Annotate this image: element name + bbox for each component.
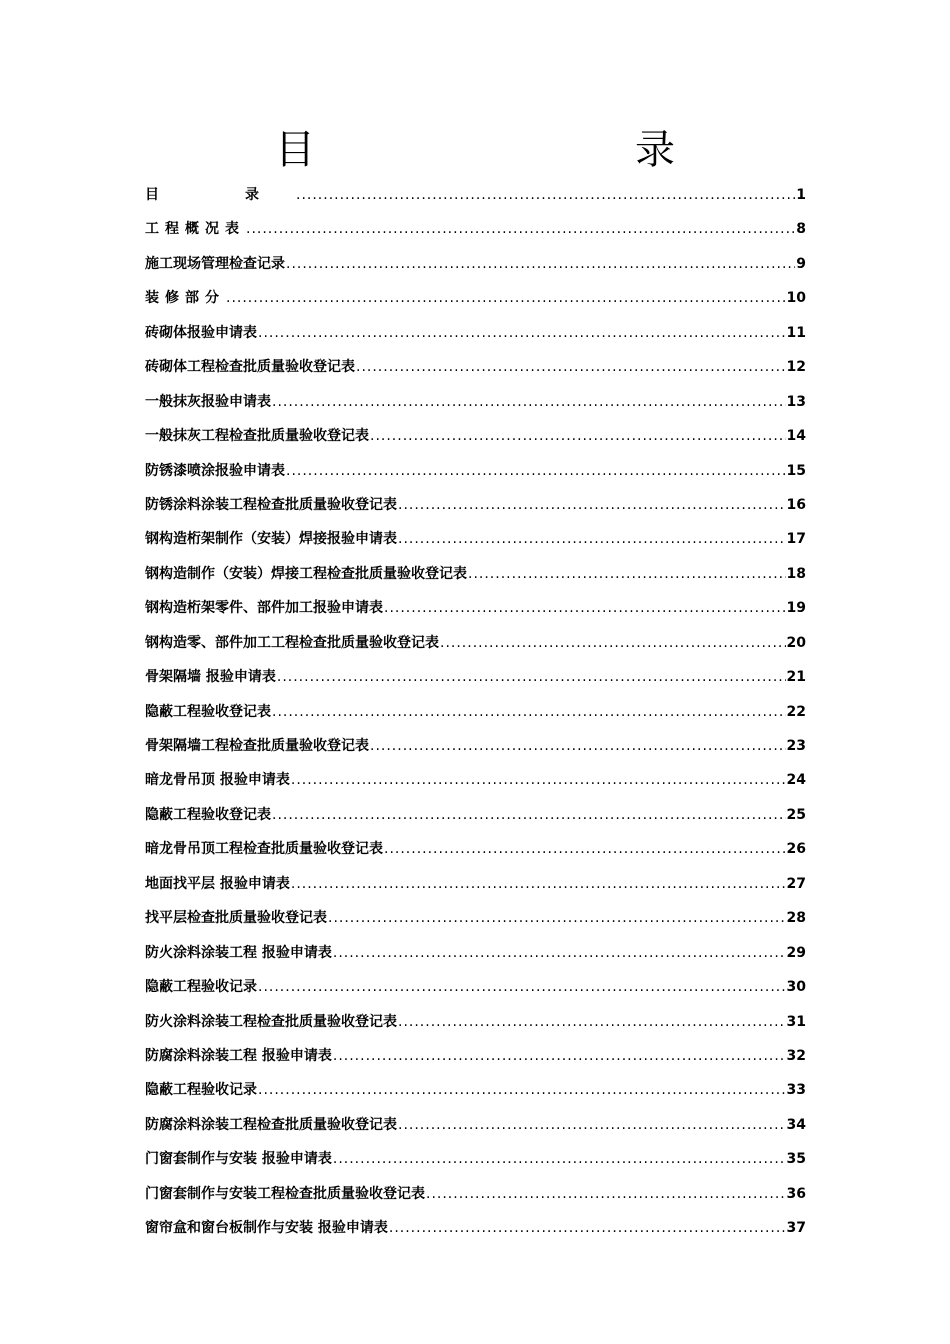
toc-entry-page-number: 20 xyxy=(786,634,806,651)
toc-entry-page-number: 24 xyxy=(786,772,806,789)
toc-entry[interactable] xyxy=(145,557,806,591)
toc-entry-label: 一般抹灰报验申请表 xyxy=(145,393,271,410)
toc-dot-leader xyxy=(370,729,786,763)
toc-dot-leader xyxy=(370,419,786,453)
toc-entry-page-number: 13 xyxy=(786,393,806,410)
toc-entry[interactable] xyxy=(145,936,806,970)
toc-entry-label: 防腐涂料涂装工程检查批质量验收登记表 xyxy=(145,1116,397,1133)
toc-dot-leader xyxy=(333,936,786,970)
toc-dot-leader xyxy=(398,1005,786,1039)
toc-entry[interactable] xyxy=(145,178,806,212)
toc-entry-page-number: 18 xyxy=(786,565,806,582)
toc-dot-leader xyxy=(384,832,786,866)
toc-entry-page-number: 12 xyxy=(786,359,806,376)
toc-entry-page-number: 1 xyxy=(796,187,806,203)
toc-entry-label: 骨架隔墙 报验申请表 xyxy=(145,669,276,686)
toc-entry-page-number: 22 xyxy=(786,703,806,720)
toc-entry-label: 工程概况表 xyxy=(145,221,245,238)
toc-entry-page-number: 37 xyxy=(786,1220,806,1237)
toc-entry[interactable] xyxy=(145,798,806,832)
toc-entry-label: 找平层检查批质量验收登记表 xyxy=(145,910,327,927)
toc-entry-label: 砖砌体工程检查批质量验收登记表 xyxy=(145,359,355,376)
toc-entry-page-number: 16 xyxy=(786,496,806,513)
toc-entry-label: 钢构造桁架制作（安装）焊接报验申请表 xyxy=(145,531,397,548)
toc-entry[interactable] xyxy=(145,626,806,660)
table-of-contents xyxy=(145,178,806,1246)
toc-entry[interactable] xyxy=(145,385,806,419)
toc-dot-leader xyxy=(277,660,786,694)
toc-dot-leader xyxy=(296,178,795,212)
toc-dot-leader xyxy=(333,1142,786,1176)
toc-entry[interactable] xyxy=(145,763,806,797)
toc-entry[interactable] xyxy=(145,901,806,935)
toc-entry-label: 门窗套制作与安装工程检查批质量验收登记表 xyxy=(145,1185,425,1202)
toc-entry-page-number: 14 xyxy=(786,428,806,445)
toc-entry[interactable] xyxy=(145,454,806,488)
toc-entry-label: 骨架隔墙工程检查批质量验收登记表 xyxy=(145,738,369,754)
page-title: 目 录 xyxy=(275,127,755,173)
toc-entry-label: 防锈涂料涂装工程检查批质量验收登记表 xyxy=(145,496,397,513)
toc-entry[interactable] xyxy=(145,1177,806,1211)
toc-entry[interactable] xyxy=(145,970,806,1004)
toc-entry-label: 砖砌体报验申请表 xyxy=(145,324,257,341)
toc-entry-page-number: 27 xyxy=(786,875,806,892)
toc-dot-leader xyxy=(398,1108,786,1142)
toc-dot-leader xyxy=(291,867,786,901)
toc-entry-label: 暗龙骨吊顶工程检查批质量验收登记表 xyxy=(145,841,383,858)
toc-entry-label: 隐蔽工程验收记录 xyxy=(145,1082,257,1099)
toc-entry[interactable] xyxy=(145,212,806,246)
toc-entry-page-number: 28 xyxy=(786,910,806,927)
toc-entry-page-number: 29 xyxy=(786,944,806,961)
toc-dot-leader xyxy=(286,247,795,281)
toc-dot-leader xyxy=(226,281,786,315)
toc-entry[interactable] xyxy=(145,1211,806,1245)
toc-dot-leader xyxy=(333,1039,786,1073)
toc-entry-label: 隐蔽工程验收登记表 xyxy=(145,806,271,823)
toc-dot-leader xyxy=(272,695,786,729)
toc-entry[interactable] xyxy=(145,1039,806,1073)
toc-entry-label: 钢构造桁架零件、部件加工报验申请表 xyxy=(145,600,383,617)
toc-entry-label: 钢构造零、部件加工工程检查批质量验收登记表 xyxy=(145,634,439,651)
toc-entry-page-number: 19 xyxy=(786,600,806,617)
toc-entry[interactable] xyxy=(145,1108,806,1142)
toc-entry[interactable] xyxy=(145,729,806,763)
toc-entry-page-number: 26 xyxy=(786,841,806,858)
toc-dot-leader xyxy=(258,970,786,1004)
toc-entry-label: 装修部分 xyxy=(145,290,225,307)
toc-dot-leader xyxy=(258,316,786,350)
toc-entry-label: 暗龙骨吊顶 报验申请表 xyxy=(145,772,290,789)
toc-dot-leader xyxy=(272,798,786,832)
toc-entry[interactable] xyxy=(145,832,806,866)
toc-entry[interactable] xyxy=(145,316,806,350)
toc-entry[interactable] xyxy=(145,419,806,453)
toc-entry[interactable] xyxy=(145,695,806,729)
toc-entry-label: 防锈漆喷涂报验申请表 xyxy=(145,462,285,479)
toc-entry-label: 地面找平层 报验申请表 xyxy=(145,875,290,892)
toc-entry[interactable] xyxy=(145,1073,806,1107)
toc-dot-leader xyxy=(468,557,786,591)
toc-entry-label: 隐蔽工程验收登记表 xyxy=(145,703,271,720)
toc-dot-leader xyxy=(246,212,795,246)
toc-entry-page-number: 17 xyxy=(786,531,806,548)
toc-entry-label: 防腐涂料涂装工程 报验申请表 xyxy=(145,1047,332,1064)
toc-entry-label: 窗帘盒和窗台板制作与安装 报验申请表 xyxy=(145,1220,388,1237)
toc-entry-label: 钢构造制作（安装）焊接工程检查批质量验收登记表 xyxy=(145,565,467,582)
toc-dot-leader xyxy=(291,763,786,797)
toc-dot-leader xyxy=(440,626,786,660)
toc-entry-page-number: 32 xyxy=(786,1047,806,1064)
toc-entry[interactable] xyxy=(145,660,806,694)
toc-entry-label: 防火涂料涂装工程 报验申请表 xyxy=(145,944,332,961)
toc-entry-label: 一般抹灰工程检查批质量验收登记表 xyxy=(145,428,369,445)
toc-dot-leader xyxy=(328,901,786,935)
toc-entry-page-number: 11 xyxy=(786,324,806,341)
toc-entry-page-number: 31 xyxy=(786,1013,806,1030)
toc-entry-page-number: 9 xyxy=(796,255,806,272)
toc-entry-page-number: 8 xyxy=(796,221,806,238)
toc-entry-label: 门窗套制作与安装 报验申请表 xyxy=(145,1151,332,1168)
toc-dot-leader xyxy=(286,454,786,488)
toc-entry[interactable] xyxy=(145,591,806,625)
toc-entry-page-number: 36 xyxy=(786,1185,806,1202)
toc-entry-label: 隐蔽工程验收记录 xyxy=(145,979,257,996)
toc-entry-page-number: 15 xyxy=(786,462,806,479)
toc-dot-leader xyxy=(356,350,786,384)
toc-entry[interactable] xyxy=(145,1005,806,1039)
toc-entry-label: 施工现场管理检查记录 xyxy=(145,255,285,272)
toc-entry-page-number: 25 xyxy=(786,806,806,823)
toc-dot-leader xyxy=(272,385,786,419)
toc-dot-leader xyxy=(398,488,786,522)
toc-dot-leader xyxy=(389,1211,786,1245)
toc-entry-page-number: 21 xyxy=(786,669,806,686)
toc-entry[interactable] xyxy=(145,522,806,556)
toc-entry-label: 防火涂料涂装工程检查批质量验收登记表 xyxy=(145,1013,397,1030)
toc-entry[interactable] xyxy=(145,867,806,901)
toc-entry-page-number: 10 xyxy=(786,290,806,307)
toc-entry-label: 目 录 xyxy=(145,187,295,203)
toc-entry-page-number: 30 xyxy=(786,979,806,996)
toc-entry[interactable] xyxy=(145,281,806,315)
toc-entry-page-number: 35 xyxy=(786,1151,806,1168)
toc-entry-page-number: 33 xyxy=(786,1082,806,1099)
toc-entry[interactable] xyxy=(145,488,806,522)
toc-dot-leader xyxy=(426,1177,786,1211)
toc-entry[interactable] xyxy=(145,350,806,384)
toc-entry-page-number: 34 xyxy=(786,1116,806,1133)
toc-dot-leader xyxy=(258,1073,786,1107)
toc-dot-leader xyxy=(384,591,786,625)
toc-entry[interactable] xyxy=(145,247,806,281)
toc-entry-page-number: 23 xyxy=(786,738,806,754)
toc-entry[interactable] xyxy=(145,1142,806,1176)
toc-dot-leader xyxy=(398,522,786,556)
